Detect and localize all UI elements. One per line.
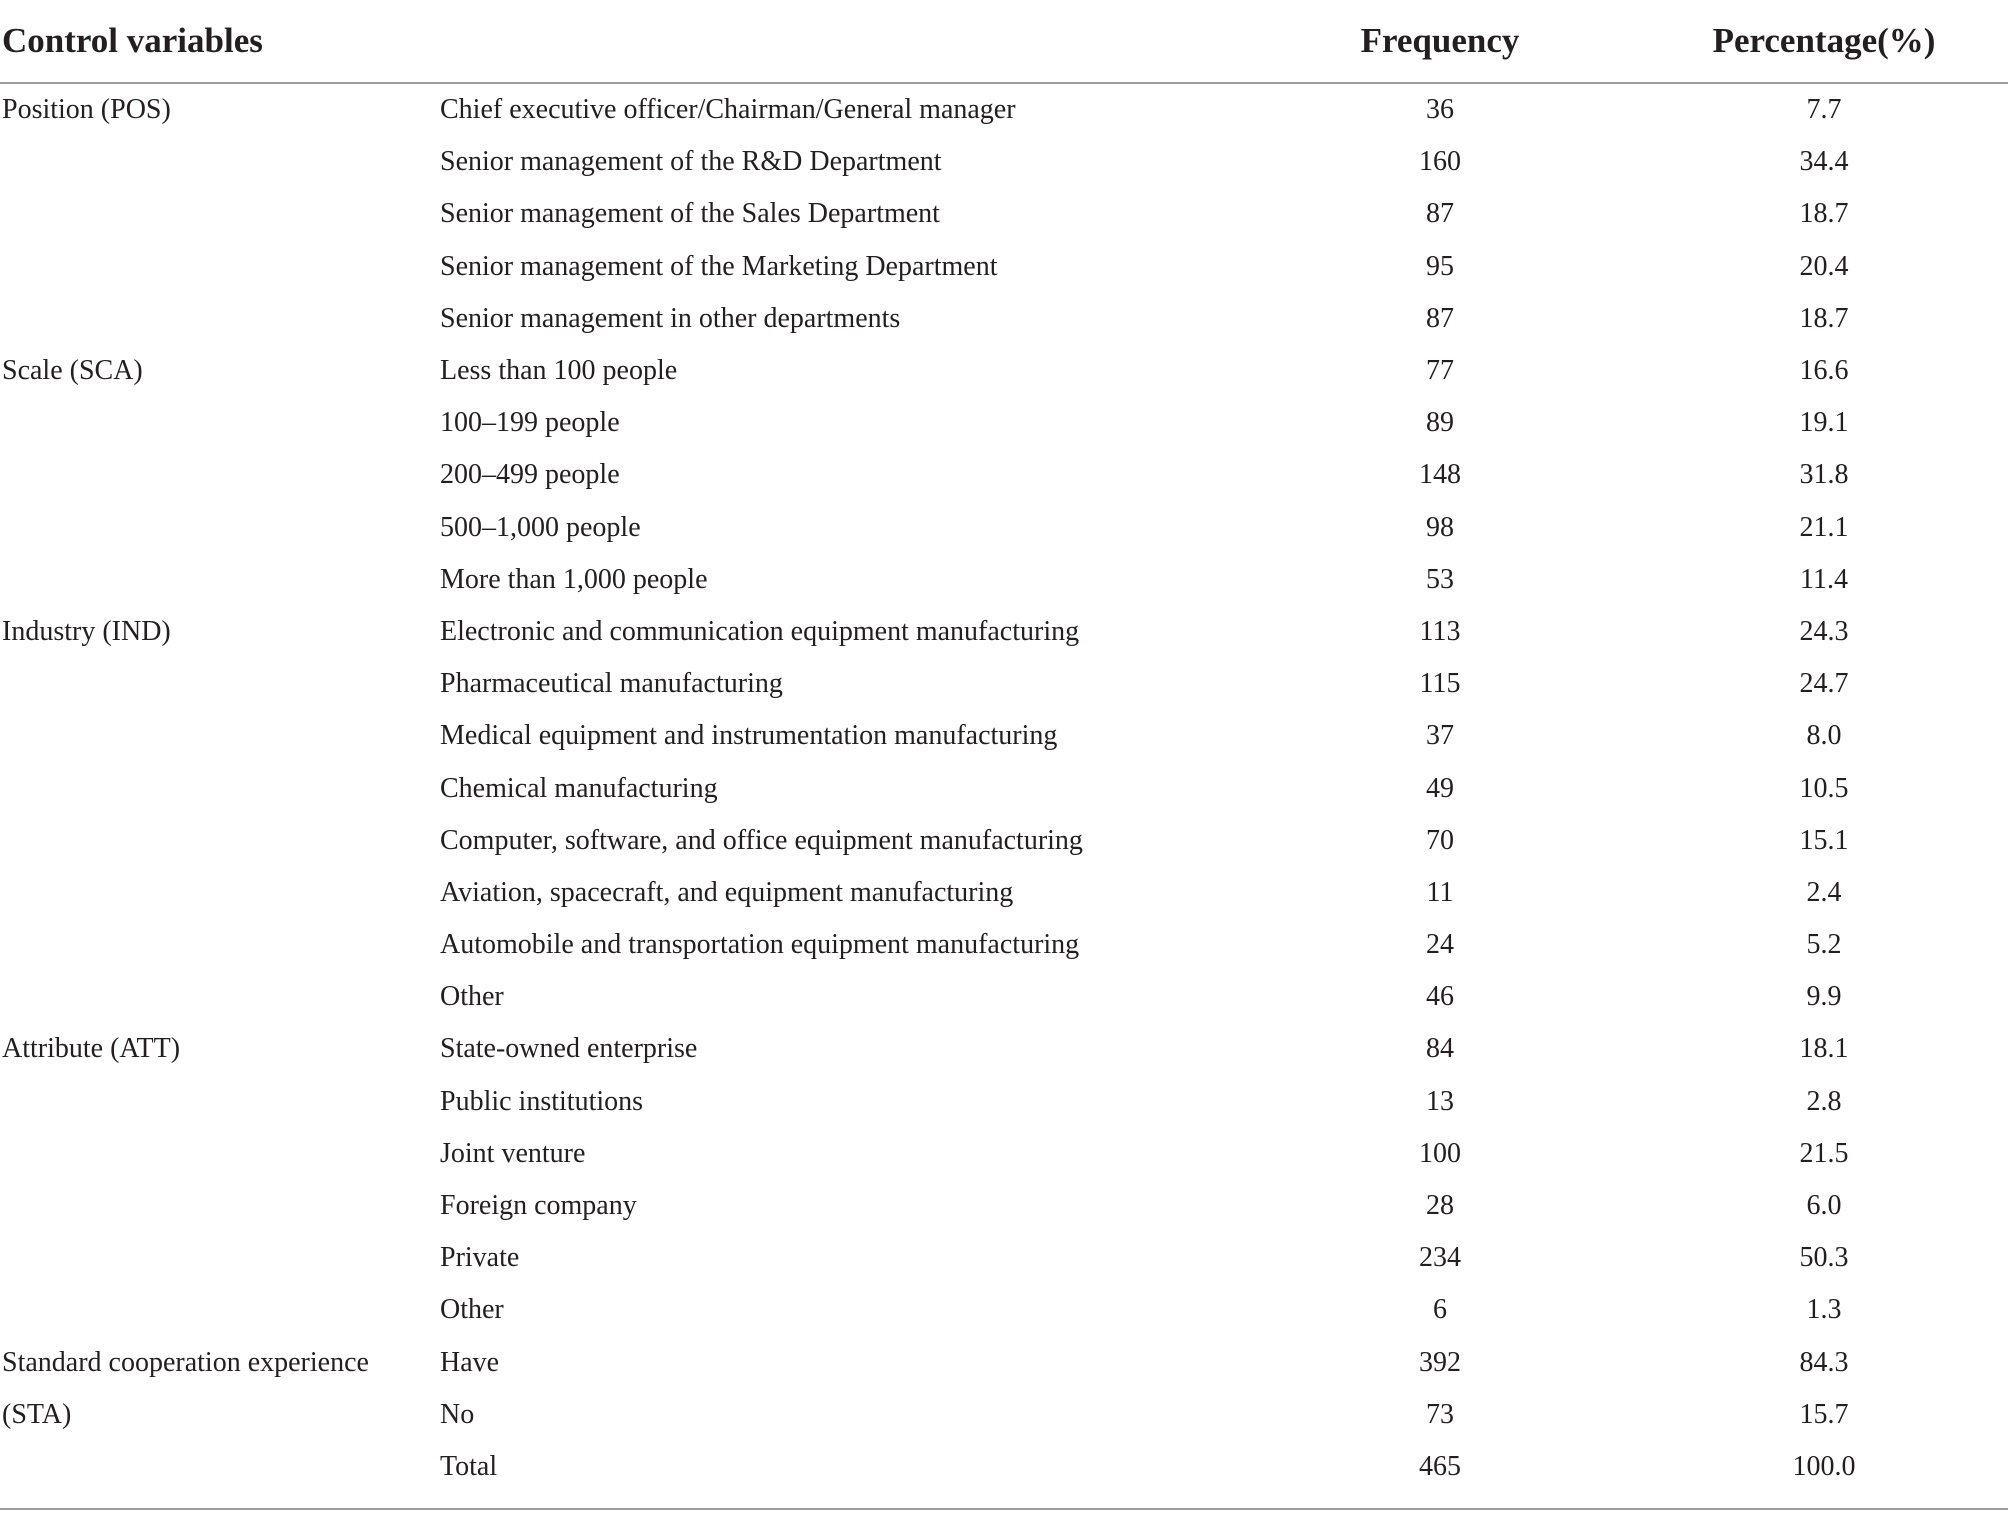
row-category [0,919,440,971]
row-category: Scale (SCA) [2,355,143,387]
row-frequency: 87 [1426,198,1454,230]
row-percentage: 31.8 [1799,459,1849,491]
row-item: Public institutions [440,1085,644,1117]
bottom-rule [0,1508,2008,1510]
table-row [0,1284,2008,1336]
row-frequency: 234 [1419,1242,1461,1274]
row-percentage: 18.7 [1799,302,1849,334]
row-category [0,397,440,449]
row-percentage: 16.6 [1799,355,1849,387]
table-row [0,345,2008,397]
row-percentage: 5.2 [1806,929,1842,961]
row-category [0,867,440,919]
header-control-variables: Control variables [0,0,440,83]
row-item: Senior management of the Sales Department [440,198,940,230]
table-row [0,188,2008,240]
row-category [0,1180,440,1232]
row-item: More than 1,000 people [440,563,708,595]
row-category [0,710,440,762]
row-percentage: 10.5 [1799,772,1849,804]
row-percentage: 100.0 [1792,1450,1856,1482]
table-row [0,815,2008,867]
row-frequency: 160 [1419,146,1461,178]
row-item: Chemical manufacturing [440,772,718,804]
table-row [0,554,2008,606]
row-item: Other [440,981,504,1013]
row-item: Other [440,1294,504,1326]
row-percentage: 15.1 [1799,824,1849,856]
row-item: Have [440,1346,500,1378]
row-item: Automobile and transportation equipment manufacturing [440,929,1080,961]
row-item: Senior management of the Marketing Department [440,250,998,282]
row-item: Total [440,1450,498,1482]
row-frequency: 36 [1426,94,1454,126]
row-percentage: 7.7 [1806,94,1842,126]
row-category: Standard cooperation experience [2,1346,369,1378]
row-frequency: 49 [1426,772,1454,804]
row-item: No [440,1398,475,1430]
row-category [0,1441,440,1493]
row-frequency: 24 [1426,929,1454,961]
table-row [0,502,2008,554]
table-row [0,606,2008,658]
table-row [0,710,2008,762]
row-item: Computer, software, and office equipment manufacturing [440,824,1083,856]
row-item: Senior management of the R&D Department [440,146,942,178]
row-frequency: 53 [1426,563,1454,595]
row-frequency: 73 [1426,1398,1454,1430]
row-category: (STA) [2,1398,72,1430]
row-category [0,502,440,554]
row-percentage: 9.9 [1806,981,1842,1013]
row-frequency: 98 [1426,511,1454,543]
row-percentage: 24.3 [1799,615,1849,647]
row-item: Electronic and communication equipment manufacturing [440,615,1080,647]
row-percentage: 2.4 [1806,876,1842,908]
row-category [0,971,440,1023]
row-percentage: 50.3 [1799,1242,1849,1274]
header-subcategory [440,0,1260,83]
row-frequency: 115 [1419,668,1461,700]
row-item: State-owned enterprise [440,1033,698,1065]
table-row [0,449,2008,501]
row-item: 200–499 people [440,459,620,491]
row-item: Chief executive officer/Chairman/General manager [440,94,1016,126]
row-frequency: 70 [1426,824,1454,856]
row-category: Position (POS) [2,94,171,126]
row-category: Attribute (ATT) [2,1033,181,1065]
row-percentage: 1.3 [1806,1294,1842,1326]
row-category [0,658,440,710]
row-percentage: 11.4 [1800,563,1848,595]
row-frequency: 77 [1426,355,1454,387]
table-row [0,83,2008,136]
row-frequency: 89 [1426,407,1454,439]
row-item: 500–1,000 people [440,511,641,543]
table-row [0,1128,2008,1180]
row-percentage: 19.1 [1799,407,1849,439]
table-header [0,0,2008,83]
row-item: 100–199 people [440,407,620,439]
row-percentage: 20.4 [1799,250,1849,282]
table-row [0,1023,2008,1075]
header-row [0,0,2008,83]
table-row [0,867,2008,919]
row-frequency: 28 [1426,1190,1454,1222]
row-frequency: 13 [1426,1085,1454,1117]
row-category: Industry (IND) [2,615,171,647]
row-frequency: 37 [1426,720,1454,752]
table-row [0,658,2008,710]
table-row [0,397,2008,449]
row-item: Aviation, spacecraft, and equipment manufacturing [440,876,1014,908]
row-frequency: 11 [1426,876,1454,908]
table-row [0,1337,2008,1389]
row-frequency: 465 [1419,1450,1461,1482]
row-percentage: 2.8 [1806,1085,1842,1117]
row-frequency: 100 [1419,1137,1461,1169]
row-frequency: 148 [1419,459,1461,491]
table-row [0,1180,2008,1232]
row-category [0,136,440,188]
row-item: Private [440,1242,520,1274]
row-frequency: 392 [1419,1346,1461,1378]
table-row [0,971,2008,1023]
row-percentage: 8.0 [1806,720,1842,752]
row-percentage: 15.7 [1799,1398,1849,1430]
row-frequency: 113 [1419,615,1461,647]
table-row [0,1441,2008,1493]
table-row [0,1076,2008,1128]
row-frequency: 46 [1426,981,1454,1013]
row-category [0,293,440,345]
row-item: Senior management in other departments [440,302,901,334]
row-item: Joint venture [440,1137,586,1169]
row-category [0,241,440,293]
row-item: Foreign company [440,1190,637,1222]
row-item: Less than 100 people [440,355,678,387]
row-percentage: 34.4 [1799,146,1849,178]
row-category [0,449,440,501]
row-percentage: 84.3 [1799,1346,1849,1378]
row-percentage: 6.0 [1806,1190,1842,1222]
row-category [0,554,440,606]
row-frequency: 95 [1426,250,1454,282]
row-percentage: 24.7 [1799,668,1849,700]
table-row [0,762,2008,814]
row-category [0,1232,440,1284]
table-row [0,241,2008,293]
row-frequency: 84 [1426,1033,1454,1065]
table-row [0,919,2008,971]
table-row [0,1389,2008,1441]
row-category [0,1076,440,1128]
row-percentage: 21.5 [1799,1137,1849,1169]
row-category [0,188,440,240]
row-category [0,815,440,867]
row-percentage: 18.7 [1799,198,1849,230]
table-row [0,1232,2008,1284]
row-category [0,762,440,814]
row-frequency: 6 [1433,1294,1447,1326]
row-frequency: 87 [1426,302,1454,334]
table-row [0,136,2008,188]
table-row [0,293,2008,345]
row-category [0,1284,440,1336]
row-item: Pharmaceutical manufacturing [440,668,783,700]
row-percentage: 18.1 [1799,1033,1849,1065]
table-body [0,83,2008,1493]
row-category [0,1128,440,1180]
header-frequency: Frequency [1260,0,1620,83]
row-item: Medical equipment and instrumentation manufacturing [440,720,1058,752]
row-percentage: 21.1 [1799,511,1849,543]
header-percentage: Percentage(%) [1620,0,2008,83]
